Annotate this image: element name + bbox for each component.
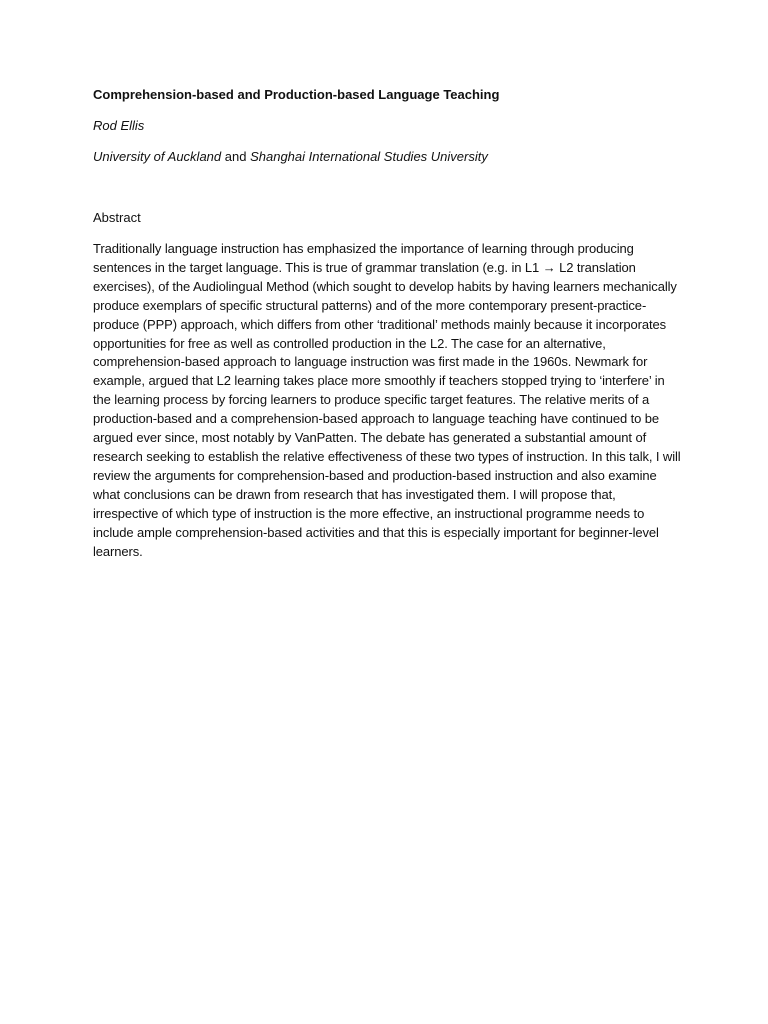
abstract-paragraph: Traditionally language instruction has emphasized the importance of learning through producing sentences in the target language. This is true of grammar translation (e.g. in L1 → L2 translation exercises), of the Audiolingual Method (which sought to develop habits by having learners mechanically produce exemplars of specific structural patterns) and of the more contemporary present-practice-produce (PPP) approach, which differs from other ‘traditional’ methods mainly because it incorporates opportunities for free as well as controlled production in the L2. The case for an alternative, comprehension-based approach to language instruction was first made in the 1960s. Newmark for example, argued that L2 learning takes place more smoothly if teachers stopped trying to ‘interfere’ in the learning process by forcing learners to produce specific target features. The relative merits of a production-based and a comprehension-based approach to language teaching have continued to be argued ever since, most notably by VanPatten. The debate has generated a substantial amount of research seeking to establish the relative effectiveness of these two types of instruction. In this talk, I will review the arguments for comprehension-based and production-based instruction and also examine what conclusions can be drawn from research that has investigated them. I will propose that, irrespective of which type of instruction is the more effective, an instructional programme needs to include ample comprehension-based activities and that this is especially important for beginner-level learners. [93, 241, 681, 559]
affiliation-line [93, 148, 681, 166]
abstract-heading: Abstract [93, 210, 141, 225]
affiliation-connector: and [224, 149, 247, 164]
document-page [93, 86, 681, 561]
affiliation-second: Shanghai International Studies University [250, 149, 488, 164]
affiliation-first: University of Auckland [93, 149, 222, 164]
author-name: Rod Ellis [93, 118, 145, 133]
document-title: Comprehension-based and Production-based Language Teaching [93, 87, 500, 102]
